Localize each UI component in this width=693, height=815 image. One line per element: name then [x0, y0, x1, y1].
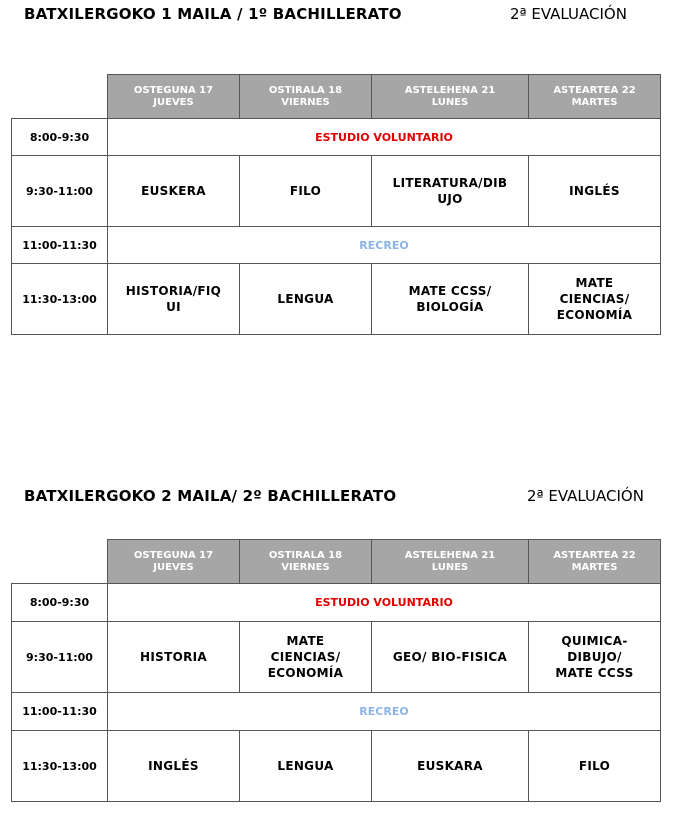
- subject-cell: EUSKERA: [108, 156, 240, 227]
- subject-cell: LENGUA: [240, 264, 372, 335]
- schedule-table: [11, 539, 661, 802]
- time-slot: 11:30-13:00: [12, 264, 108, 335]
- time-slot: 9:30-11:00: [12, 622, 108, 693]
- section-title: BATXILERGOKO 2 MAILA/ 2º BACHILLERATO: [24, 487, 397, 505]
- time-slot: 11:30-13:00: [12, 731, 108, 802]
- day-header: OSTIRALA 18 VIERNES: [240, 540, 372, 584]
- time-slot: 8:00-9:30: [12, 584, 108, 622]
- subject-cell: MATE CIENCIAS/ ECONOMÍA: [529, 264, 661, 335]
- recreo-cell: RECREO: [108, 693, 661, 731]
- day-header: ASTEARTEA 22 MARTES: [529, 75, 661, 119]
- estudio-voluntario-cell: ESTUDIO VOLUNTARIO: [108, 584, 661, 622]
- time-slot: 9:30-11:00: [12, 156, 108, 227]
- time-slot: 11:00-11:30: [12, 693, 108, 731]
- schedule-table: [11, 74, 661, 335]
- subject-cell: MATE CCSS/ BIOLOGÍA: [372, 264, 529, 335]
- subject-cell: FILO: [529, 731, 661, 802]
- subject-cell: HISTORIA/FIQ UI: [108, 264, 240, 335]
- subject-cell: GEO/ BIO-FISICA: [372, 622, 529, 693]
- day-header: OSTEGUNA 17 JUEVES: [108, 540, 240, 584]
- subject-cell: INGLÉS: [529, 156, 661, 227]
- section-title: BATXILERGOKO 1 MAILA / 1º BACHILLERATO: [24, 5, 402, 23]
- time-slot: 8:00-9:30: [12, 119, 108, 156]
- subject-cell: LENGUA: [240, 731, 372, 802]
- table-corner: [12, 540, 108, 584]
- day-header: ASTELEHENA 21 LUNES: [372, 75, 529, 119]
- day-header: ASTELEHENA 21 LUNES: [372, 540, 529, 584]
- day-header: OSTEGUNA 17 JUEVES: [108, 75, 240, 119]
- day-header: OSTIRALA 18 VIERNES: [240, 75, 372, 119]
- subject-cell: FILO: [240, 156, 372, 227]
- subject-cell: INGLÉS: [108, 731, 240, 802]
- subject-cell: MATE CIENCIAS/ ECONOMÍA: [240, 622, 372, 693]
- subject-cell: EUSKARA: [372, 731, 529, 802]
- day-header: ASTEARTEA 22 MARTES: [529, 540, 661, 584]
- subject-cell: LITERATURA/DIB UJO: [372, 156, 529, 227]
- time-slot: 11:00-11:30: [12, 227, 108, 264]
- subject-cell: QUIMICA- DIBUJO/ MATE CCSS: [529, 622, 661, 693]
- evaluation-label: 2ª EVALUACIÓN: [527, 487, 644, 505]
- subject-cell: HISTORIA: [108, 622, 240, 693]
- recreo-cell: RECREO: [108, 227, 661, 264]
- estudio-voluntario-cell: ESTUDIO VOLUNTARIO: [108, 119, 661, 156]
- evaluation-label: 2ª EVALUACIÓN: [510, 5, 627, 23]
- table-corner: [12, 75, 108, 119]
